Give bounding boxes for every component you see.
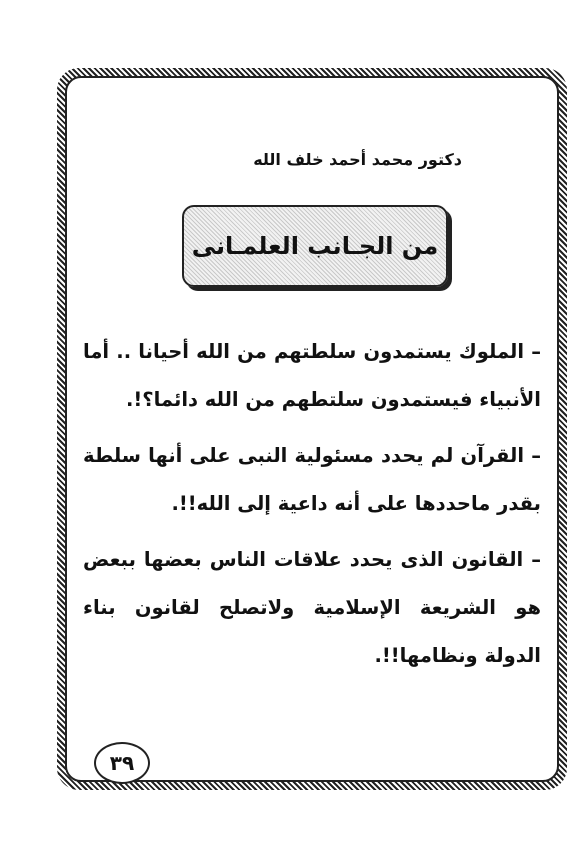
paragraph: – القانون الذى يحدد علاقات الناس بعضها ببعض هو الشريعة الإسلامية ولاتصلح لقانون بناء الدولة ونظامها!!. [83,548,541,667]
body-text [83,328,541,688]
page-content-area [65,76,559,782]
section-title-box [182,205,448,287]
page-border [57,68,567,790]
paragraph: – الملوك يستمدون سلطتهم من الله أحيانا .. أما الأنبياء فيستمدون سلتطهم من الله دائما؟!. [83,340,541,411]
section-title: من الجـانب العلمـانى [191,232,439,260]
paragraph: – القرآن لم يحدد مسئولية النبى على أنها سلطة بقدر ماحددها على أنه داعية إلى الله!!. [83,444,541,515]
page-number: ٣٩ [94,742,150,784]
author-header: دكتور محمد أحمد خلف الله [253,150,462,169]
